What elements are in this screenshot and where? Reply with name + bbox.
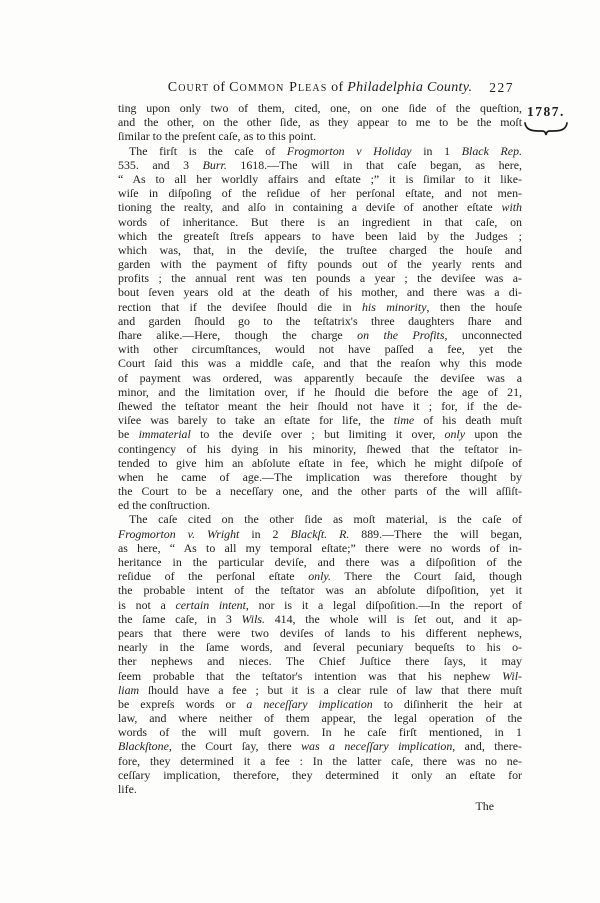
- text-segment: ting upon only two of them, cited, one, on one ſide of the queſtion,: [118, 101, 522, 115]
- text-line: [118, 683, 522, 697]
- text-line: [118, 413, 522, 427]
- text-segment: as here, “ As to all my temporal eſtate;” there were no words of in-: [118, 540, 522, 555]
- text-line: [118, 158, 522, 172]
- text-line: [118, 512, 522, 526]
- text-line: [118, 129, 522, 143]
- margin-year: 1787.: [527, 104, 565, 119]
- text-line: [118, 569, 522, 583]
- text-line: [118, 583, 522, 597]
- text-line: [118, 427, 522, 441]
- text-segment: and the other, on the other ſide, as they appear to me to be the moſt: [118, 115, 522, 130]
- text-segment: 1618.—The will in that caſe began, as here,: [226, 157, 522, 172]
- text-segment: , and, there-: [452, 739, 522, 754]
- text-line: [118, 356, 522, 370]
- text-segment: There the Court ſaid, though: [331, 569, 522, 584]
- text-segment: upon the: [465, 427, 522, 442]
- header-segment: of: [209, 80, 230, 95]
- text-segment: ther nephews and nieces. The Chief Juſtice there ſays, it may: [118, 654, 522, 669]
- text-line: [118, 768, 522, 782]
- text-segment: the ſame caſe, in 3: [118, 611, 242, 626]
- text-segment: to diſinherit the heir at: [372, 696, 522, 711]
- text-line: [118, 640, 522, 654]
- text-line: [118, 555, 522, 569]
- text-segment: of payment was ordered, was apparently becauſe the deviſee was a: [118, 370, 522, 385]
- italic-text: Frogmorton v. Wright: [118, 526, 240, 541]
- body-text: [118, 101, 522, 813]
- text-line: [118, 399, 522, 413]
- text-line: [118, 669, 522, 683]
- text-segment: garden with the payment of fifty pounds out of the yearly rents and: [118, 257, 522, 272]
- text-segment: fore, they determined it a fee : In the latter caſe, there was no ne-: [118, 753, 522, 768]
- text-line: [118, 527, 522, 541]
- text-line: [118, 739, 522, 753]
- text-segment: nearly in the ſame words, and ſeveral pecuniary bequeſts to his o-: [118, 640, 522, 655]
- italic-text: with: [501, 200, 522, 215]
- text-line: [118, 200, 522, 214]
- italic-text: Black Rep.: [461, 143, 522, 158]
- text-segment: 414, the whole will is ſet out, and it ap-: [265, 611, 522, 626]
- italic-text: a neceſſary implication: [246, 696, 373, 711]
- text-line: [118, 285, 522, 299]
- text-segment: The firſt is the caſe of: [129, 143, 287, 158]
- italic-text: Burr.: [202, 157, 227, 172]
- text-segment: and garden ſhould go to the teſtatrix's three daughters ſhare and: [118, 313, 522, 328]
- text-line: [118, 300, 522, 314]
- italic-text: only.: [308, 569, 331, 584]
- text-line: [118, 541, 522, 555]
- text-segment: viſee was barely to take an eſtate for life, the: [118, 413, 394, 428]
- text-segment: ſhewed the teſtator meant the heir ſhould not have it ; for, if the de-: [118, 398, 522, 413]
- text-segment: Court ſaid this was a middle caſe, and that the reaſon why this mode: [118, 356, 522, 371]
- italic-text: liam: [118, 682, 140, 697]
- text-line: [118, 328, 522, 342]
- italic-text: his minority: [361, 299, 427, 314]
- italic-text: Blackſt. R.: [290, 526, 350, 541]
- text-segment: of his death muſt: [414, 413, 522, 428]
- text-line: [118, 101, 522, 115]
- text-segment: ceſſary implication, therefore, they determined it only an eſtate for: [118, 767, 522, 782]
- text-line: [118, 612, 522, 626]
- text-segment: , the Court ſay, there: [168, 739, 302, 754]
- underbrace-icon: [523, 121, 569, 141]
- text-segment: words of the will muſt govern. In he caſe firſt mentioned, in 1: [118, 725, 522, 740]
- text-segment: bout ſeven years old at the death of his mother, and there was a di-: [118, 285, 522, 300]
- text-segment: with other circumſtances, would not have paſſed a fee, yet the: [118, 342, 522, 357]
- text-segment: tioning the realty, and alſo in containing a deviſe of another eſtate: [118, 200, 502, 215]
- catchword: The: [475, 799, 494, 814]
- text-segment: wiſe in diſpoſing of the reſidue of her perſonal eſtate, and not men-: [118, 186, 522, 201]
- text-segment: 889.—There the will began,: [349, 526, 522, 541]
- text-line: [118, 711, 522, 725]
- italic-text: immaterial: [138, 427, 191, 442]
- text-segment: when he came of age.—The implication was therefore thought by: [118, 469, 522, 484]
- text-segment: the Court to be a neceſſary one, and the other parts of the will aſſiſt-: [118, 484, 522, 499]
- text-segment: ſeem probable that the teſtator's intention was that his nephew: [118, 668, 503, 683]
- text-line: [118, 484, 522, 498]
- text-segment: is not a: [118, 597, 176, 612]
- text-segment: life.: [118, 782, 137, 796]
- text-line: [118, 342, 522, 356]
- text-segment: profits ; the annual rent was ten pounds a year ; the deviſee was a-: [118, 271, 522, 286]
- italic-text: Frogmorton v Holiday: [286, 143, 412, 158]
- header-segment: Court: [167, 80, 210, 95]
- text-segment: The caſe cited on the other ſide as moſt material, is the caſe of: [129, 512, 522, 527]
- text-segment: reſidue of the perſonal eſtate: [118, 569, 309, 584]
- text-segment: ſhare alike.—Here, though the charge: [118, 328, 358, 342]
- text-line: [118, 626, 522, 640]
- text-line: [118, 498, 522, 512]
- text-segment: words of inheritance. But there is an ingredient in that caſe, on: [118, 214, 522, 229]
- text-segment: ſimilar to the preſent caſe, as to this point.: [118, 129, 317, 144]
- text-segment: , nor is it a legal diſpoſition.—In the report of: [245, 597, 522, 612]
- text-segment: pears that there were two deviſes of lands to his different nephews,: [118, 625, 522, 640]
- text-line: [118, 470, 522, 484]
- text-segment: “ As to all her worldly affairs and eſtate ;” it is ſimilar to it like-: [118, 171, 522, 186]
- text-line: [118, 371, 522, 385]
- header-title: [168, 80, 473, 95]
- text-line: [118, 172, 522, 186]
- text-line: [118, 243, 522, 257]
- text-segment: , unconnected: [444, 328, 522, 342]
- text-segment: 535. and 3: [118, 157, 203, 172]
- header-segment: of: [327, 80, 348, 95]
- text-line: [118, 598, 522, 612]
- text-line: [118, 725, 522, 739]
- text-line: [118, 782, 522, 796]
- text-line: [118, 144, 522, 158]
- text-segment: heritance in the particular deviſe, and there was a diſpoſition of the: [118, 555, 522, 569]
- text-line: [118, 314, 522, 328]
- text-segment: minor, and the limitation over, if he ſhould die before the age of 21,: [118, 384, 522, 399]
- text-segment: law, and where neither of them appear, the legal operation of the: [118, 711, 522, 726]
- text-segment: which was, that, in the deviſe, the truſtee charged the houſe and: [118, 242, 522, 257]
- text-segment: in 1: [411, 143, 462, 158]
- page-header: [118, 80, 522, 96]
- italic-text: certain intent: [175, 597, 246, 612]
- text-line: [118, 697, 522, 711]
- text-segment: , then the houſe: [426, 299, 522, 314]
- italic-text: Blackſtone: [118, 739, 169, 754]
- italic-text: on the Profits: [357, 328, 445, 342]
- text-line: [118, 115, 522, 129]
- text-line: [118, 257, 522, 271]
- italic-text: time: [393, 413, 415, 428]
- text-segment: which the greateſt ſtreſs appears to have been laid by the Judges ;: [118, 228, 522, 243]
- text-segment: tended to give him an abſolute eſtate in fee, which he might diſpoſe of: [118, 455, 522, 470]
- text-line: [118, 754, 522, 768]
- text-segment: contingency of his dying in his minority, ſhewed that the teſtator in-: [118, 441, 522, 456]
- italic-text: Wil-: [502, 668, 522, 683]
- page-number: 227: [489, 80, 514, 95]
- text-line: [118, 271, 522, 285]
- text-segment: ed the conſtruction.: [118, 498, 211, 513]
- italic-text: was a neceſſary implication: [301, 739, 453, 754]
- text-segment: to the deviſe over ; but limiting it over,: [190, 427, 445, 442]
- italic-text: only: [444, 427, 465, 442]
- italic-text: Wils.: [241, 611, 265, 626]
- header-segment: Common Pleas: [229, 80, 328, 95]
- header-segment: Philadelphia County.: [347, 80, 473, 95]
- text-line: [118, 385, 522, 399]
- text-line: [118, 442, 522, 456]
- text-segment: rection that if the deviſee ſhould die in: [118, 299, 362, 314]
- text-line: [118, 654, 522, 668]
- text-segment: be expreſs words or: [118, 696, 247, 711]
- text-segment: be: [118, 427, 139, 442]
- text-segment: ſhould have a fee ; but it is a clear rule of law that there muſt: [139, 682, 522, 697]
- text-segment: in 2: [239, 526, 291, 541]
- text-line: [118, 456, 522, 470]
- text-line: [118, 186, 522, 200]
- text-line: [118, 215, 522, 229]
- text-line: [118, 229, 522, 243]
- text-segment: the probable intent of the teſtator was an abſolute diſpoſition, yet it: [118, 583, 522, 598]
